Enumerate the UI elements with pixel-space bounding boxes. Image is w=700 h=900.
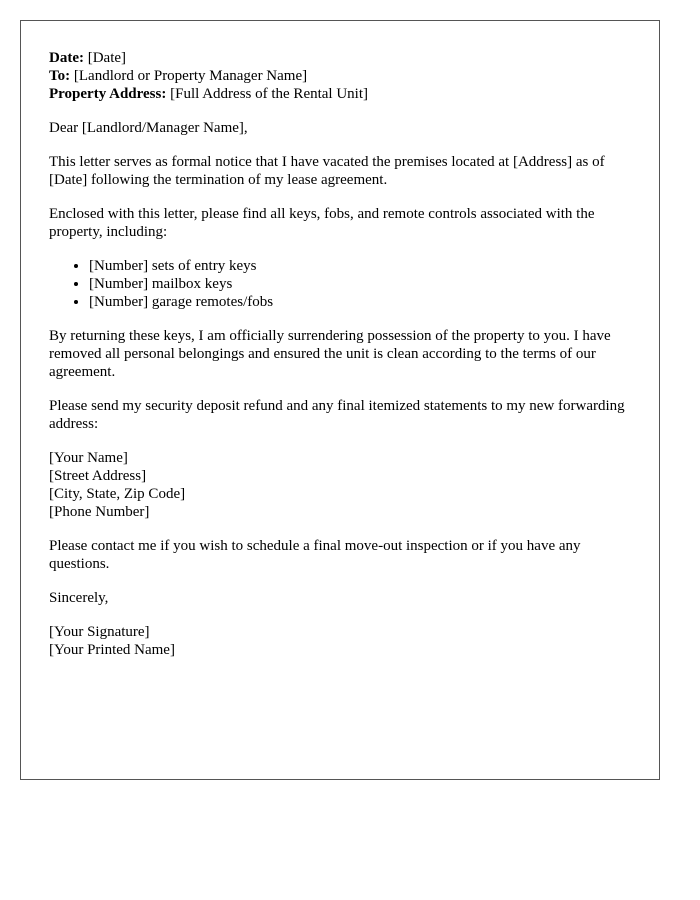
to-value: [Landlord or Property Manager Name]	[73, 68, 308, 84]
forwarding-address	[49, 449, 639, 521]
key-list	[49, 257, 639, 311]
signature: [Your Signature]	[49, 624, 150, 640]
date-value: [Date]	[87, 50, 127, 66]
salutation: Dear [Landlord/Manager Name],	[49, 120, 248, 136]
signature-block	[49, 623, 639, 659]
address-street: [Street Address]	[49, 468, 147, 484]
address-name: [Your Name]	[49, 450, 128, 466]
list-item: • [Number] garage remotes/fobs	[89, 293, 639, 311]
list-item: • [Number] mailbox keys	[89, 275, 639, 293]
printed-name: [Your Printed Name]	[49, 642, 175, 658]
contact-paragraph: Please contact me if you wish to schedule a final move-out inspection or if you have any questions.	[49, 538, 581, 572]
valediction: Sincerely,	[49, 590, 109, 606]
deposit-paragraph: Please send my security deposit refund and any final itemized statements to my new forwarding address:	[49, 398, 625, 432]
notice-paragraph: This letter serves as formal notice that I have vacated the premises located at [Address] as of [Date] following the termination of my lease agreement.	[49, 154, 605, 188]
enclosed-paragraph: Enclosed with this letter, please find all keys, fobs, and remote controls associated with the property, including:	[49, 206, 595, 240]
to-label: To:	[49, 68, 71, 84]
to-line	[49, 67, 639, 85]
property-address-label: Property Address:	[49, 86, 167, 102]
list-item: • [Number] sets of entry keys	[89, 257, 639, 275]
surrender-paragraph: By returning these keys, I am officially surrendering possession of the property to you. I have removed all personal belongings and ensured the unit is clean according to the terms of our agreement.	[49, 328, 611, 380]
letter-page	[20, 20, 660, 780]
address-phone: [Phone Number]	[49, 504, 150, 520]
date-line	[49, 49, 639, 67]
address-city: [City, State, Zip Code]	[49, 486, 186, 502]
date-label: Date:	[49, 50, 84, 66]
letter-body	[49, 49, 639, 659]
property-address-value: [Full Address of the Rental Unit]	[170, 86, 369, 102]
property-address-line	[49, 85, 639, 103]
